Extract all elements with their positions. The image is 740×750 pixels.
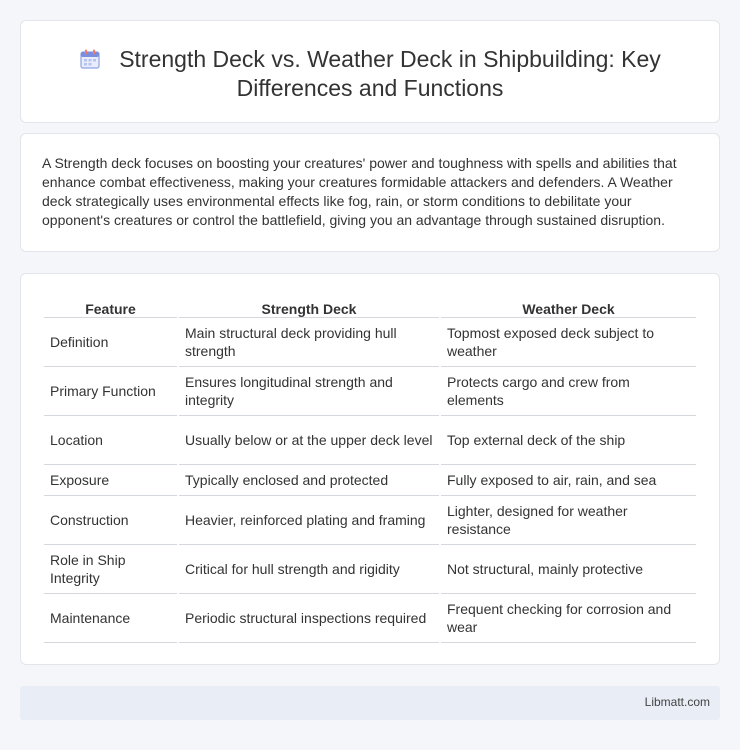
weather-cell: Not structural, mainly protective (441, 545, 696, 594)
title-card (20, 20, 720, 123)
header-strength-deck: Strength Deck (179, 296, 439, 318)
feature-cell: Construction (44, 496, 177, 545)
table-row (44, 367, 696, 416)
weather-cell: Fully exposed to air, rain, and sea (441, 465, 696, 496)
feature-cell: Maintenance (44, 594, 177, 643)
comparison-table (42, 296, 698, 643)
strength-cell: Periodic structural inspections required (179, 594, 439, 643)
weather-cell: Protects cargo and crew from elements (441, 367, 696, 416)
feature-cell: Role in Ship Integrity (44, 545, 177, 594)
strength-cell: Typically enclosed and protected (179, 465, 439, 496)
weather-cell: Topmost exposed deck subject to weather (441, 318, 696, 367)
table-row (44, 496, 696, 545)
feature-cell: Location (44, 416, 177, 465)
title-wrap (21, 45, 719, 103)
feature-cell: Primary Function (44, 367, 177, 416)
page-title-text: Strength Deck vs. Weather Deck in Shipbuilding: Key Differences and Functions (119, 46, 661, 101)
table-row (44, 318, 696, 367)
weather-cell: Top external deck of the ship (441, 416, 696, 465)
weather-cell: Frequent checking for corrosion and wear (441, 594, 696, 643)
weather-cell: Lighter, designed for weather resistance (441, 496, 696, 545)
footer-bar (20, 686, 720, 720)
feature-cell: Definition (44, 318, 177, 367)
intro-paragraph: A Strength deck focuses on boosting your creatures' power and toughness with spells and abilities that enhance combat effectiveness, making your creatures formidable attackers and defenders. A Weather deck strategically uses environmental effects like fog, rain, or storm conditions to debilitate your opponent's creatures or control the battlefield, giving you an advantage through sustained disruption. (42, 155, 677, 228)
strength-cell: Main structural deck providing hull strength (179, 318, 439, 367)
header-feature: Feature (44, 296, 177, 318)
strength-cell: Usually below or at the upper deck level (179, 416, 439, 465)
footer-brand-link[interactable]: Libmatt.com (644, 695, 710, 709)
strength-cell: Heavier, reinforced plating and framing (179, 496, 439, 545)
table-header-row (44, 296, 696, 318)
intro-card (20, 133, 720, 252)
strength-cell: Ensures longitudinal strength and integrity (179, 367, 439, 416)
table-row (44, 545, 696, 594)
calendar-icon (79, 48, 101, 70)
table-row (44, 594, 696, 643)
table-row (44, 465, 696, 496)
feature-cell: Exposure (44, 465, 177, 496)
page-title (70, 45, 670, 103)
table-row (44, 416, 696, 465)
header-weather-deck: Weather Deck (441, 296, 696, 318)
comparison-card (20, 273, 720, 665)
strength-cell: Critical for hull strength and rigidity (179, 545, 439, 594)
